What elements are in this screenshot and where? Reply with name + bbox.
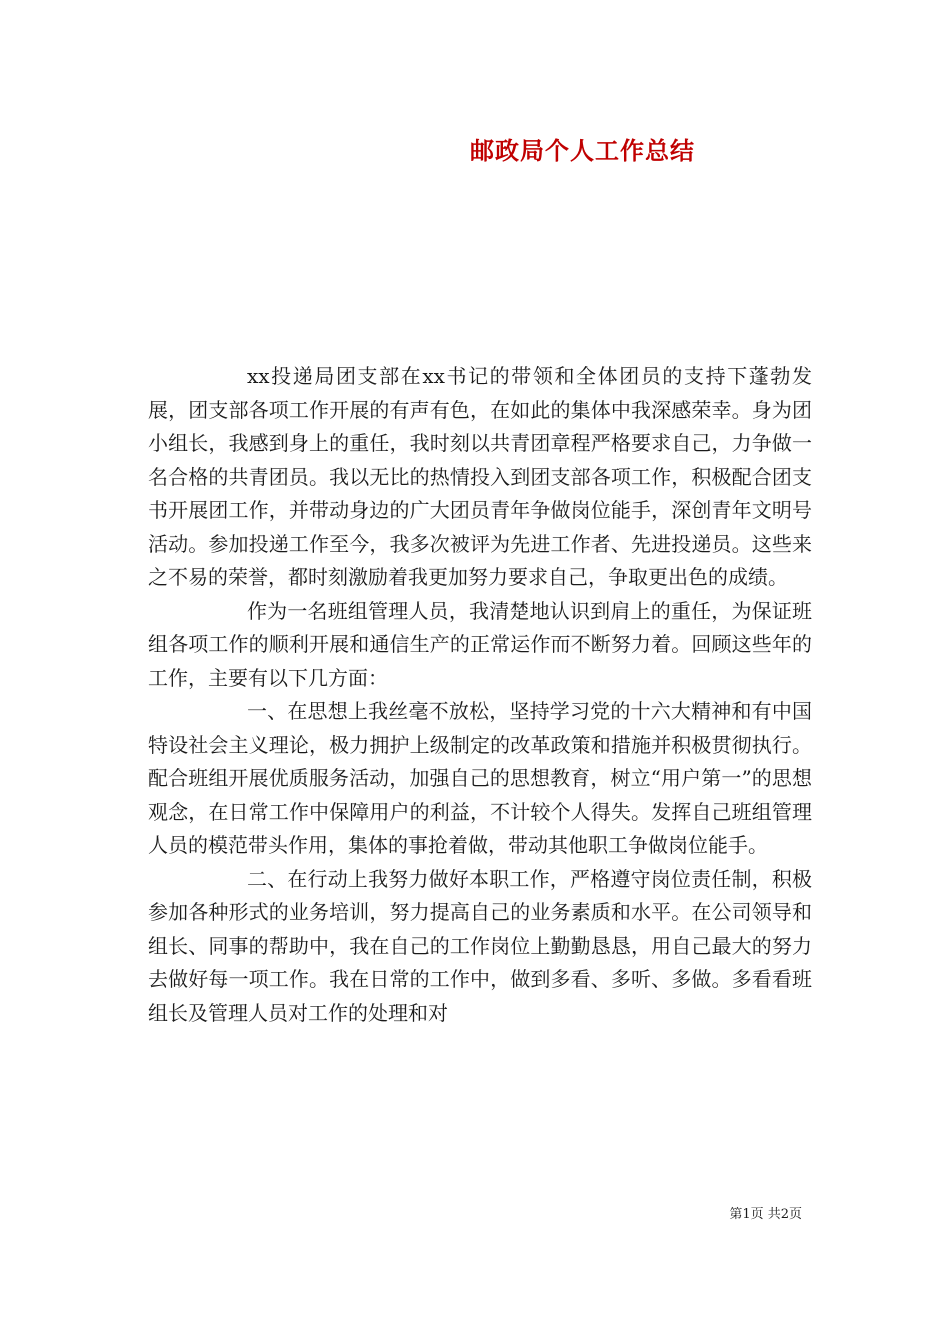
paragraph-thought: 一、在思想上我丝毫不放松，坚持学习党的十六大精神和有中国特设社会主义理论，极力拥护上级制定的改革政策和措施并积极贯彻执行。配合班组开展优质服务活动，加强自己的思想教育，树立“用户第一”的思想观念，在日常工作中保障用户的利益，不计较个人得失。发挥自己班组管理人员的模范带头作用，集体的事抢着做，带动其他职工争做岗位能手。 [148,699,812,857]
document-body [148,360,812,1030]
page-number: 第1页 共2页 [729,1207,802,1222]
paragraph-role: 作为一名班组管理人员，我清楚地认识到肩上的重任，为保证班组各项工作的顺利开展和通信生产的正常运作而不断努力着。回顾这些年的工作，主要有以下几方面： [148,598,812,690]
document-title: 邮政局个人工作总结 [470,136,695,165]
paragraph-intro: xx投递局团支部在xx书记的带领和全体团员的支持下蓬勃发展，团支部各项工作开展的有声有色，在如此的集体中我深感荣幸。身为团小组长，我感到身上的重任，我时刻以共青团章程严格要求自己，力争做一名合格的共青团员。我以无比的热情投入到团支部各项工作，积极配合团支书开展团工作，并带动身边的广大团员青年争做岗位能手，深创青年文明号活动。参加投递工作至今，我多次被评为先进工作者、先进投递员。这些来之不易的荣誉，都时刻激励着我更加努力要求自己，争取更出色的成绩。 [148,364,812,589]
paragraph-action: 二、在行动上我努力做好本职工作，严格遵守岗位责任制，积极参加各种形式的业务培训，努力提高自己的业务素质和水平。在公司领导和组长、同事的帮助中，我在自己的工作岗位上勤勤恳恳，用自己最大的努力去做好每一项工作。我在日常的工作中，做到多看、多听、多做。多看看班组长及管理人员对工作的处理和对 [148,866,812,1025]
